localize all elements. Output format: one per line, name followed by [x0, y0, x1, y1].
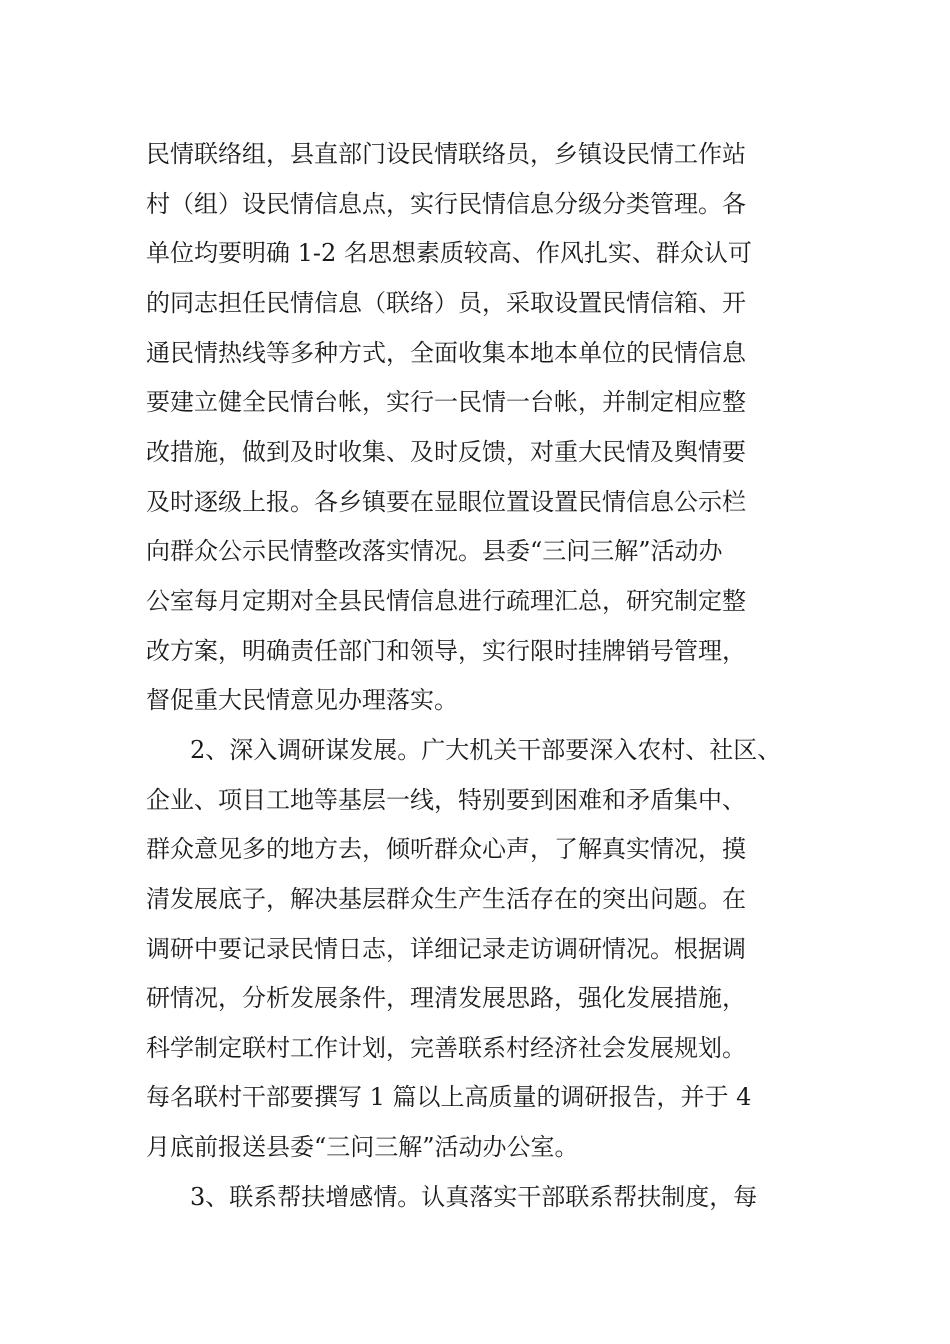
text-line: 公室每月定期对全县民情信息进行疏理汇总，研究制定整: [146, 587, 746, 615]
text-line: 改措施，做到及时收集、及时反馈，对重大民情及舆情要: [146, 438, 746, 466]
text-line: 每名联村干部要撰写 1 篇以上高质量的调研报告，并于 4: [146, 1083, 752, 1111]
text-line: 企业、项目工地等基层一线，特别要到困难和矛盾集中、: [146, 786, 746, 814]
text-line: 改方案，明确责任部门和领导，实行限时挂牌销号管理，: [146, 637, 746, 665]
text-line: 及时逐级上报。各乡镇要在显眼位置设置民情信息公示栏: [146, 488, 746, 516]
text-line: 研情况，分析发展条件，理清发展思路，强化发展措施，: [146, 984, 746, 1012]
paragraph-heading-2: 2、深入调研谋发展。广大机关干部要深入农村、社区、: [190, 736, 782, 764]
text-line: 督促重大民情意见办理落实。: [146, 686, 458, 714]
text-line: 通民情热线等多种方式，全面收集本地本单位的民情信息: [146, 339, 746, 367]
text-line: 月底前报送县委“三问三解”活动办公室。: [146, 1133, 579, 1161]
text-line: 要建立健全民情台帐，实行一民情一台帐，并制定相应整: [146, 388, 746, 416]
text-line: 的同志担任民情信息（联络）员，采取设置民情信箱、开: [146, 289, 746, 317]
text-line: 群众意见多的地方去，倾听群众心声，了解真实情况，摸: [146, 835, 746, 863]
text-line: 调研中要记录民情日志，详细记录走访调研情况。根据调: [146, 935, 746, 963]
text-line: 民情联络组，县直部门设民情联络员，乡镇设民情工作站: [146, 140, 746, 168]
paragraph-heading-3: 3、联系帮扶增感情。认真落实干部联系帮扶制度，每: [190, 1183, 758, 1211]
text-line: 向群众公示民情整改落实情况。县委“三问三解”活动办: [146, 537, 723, 565]
text-line: 清发展底子，解决基层群众生产生活存在的突出问题。在: [146, 885, 746, 913]
text-line: 村（组）设民情信息点，实行民情信息分级分类管理。各: [146, 190, 746, 218]
text-line: 科学制定联村工作计划，完善联系村经济社会发展规划。: [146, 1034, 746, 1062]
text-line: 单位均要明确 1-2 名思想素质较高、作风扎实、群众认可: [146, 239, 752, 267]
